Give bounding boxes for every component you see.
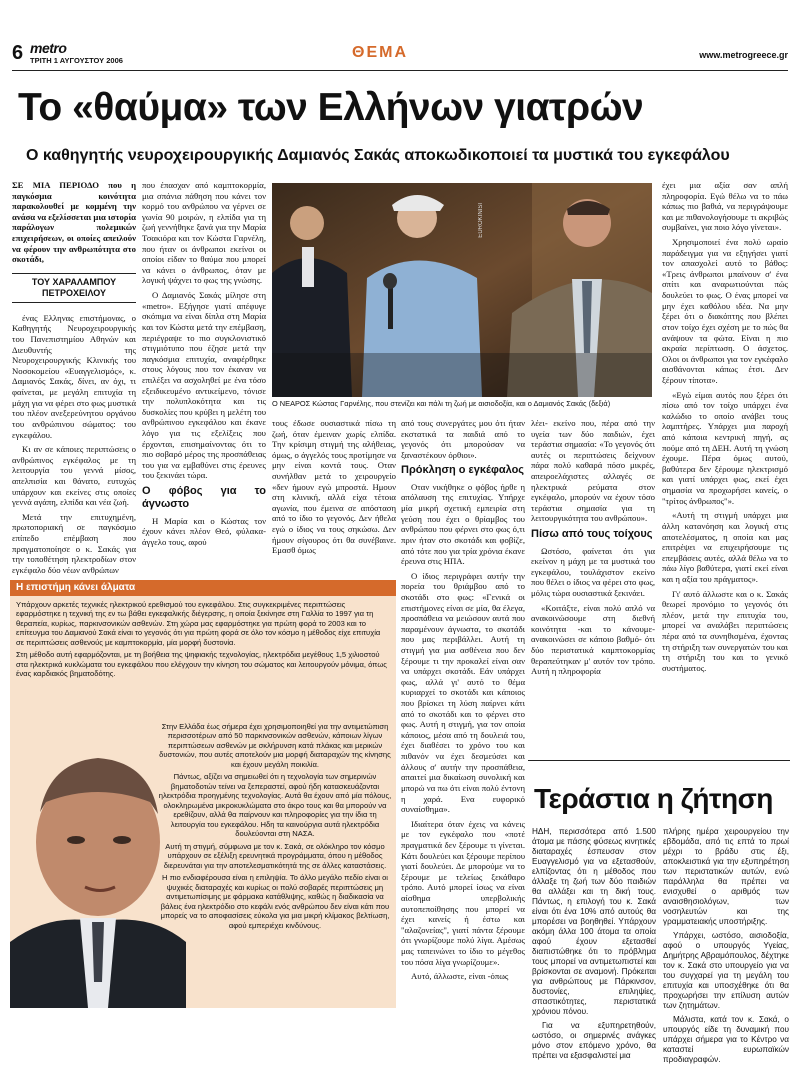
column-4 — [401, 418, 525, 1073]
demand-col-a — [532, 827, 656, 1060]
article-paragraph: έχει μια αξία σαν απλή πληροφορία. Εγώ θέλω να το πάω κάπως πιο βαθιά, να περιγράψουμε και με πιθανολογήσουμε τι ακριβώς συμβαίνει, για ποιο λόγο γίνεται». — [662, 180, 788, 233]
demand-box-title: Τεράστια η ζήτηση — [534, 783, 773, 814]
demand-paragraph: Υπάρχει, ωστόσο, αισιοδοξία, αφού ο υπουργός Υγείας, Δημήτρης Αβραμόπουλος, δέχτηκε τον κ. Σακά στο υπουργείο για να του συγχαρεί για τη μεγάλη του επιτυχία και υποσχέθηκε ότι θα προχωρήσει την επίλυση αυτών των ζητημάτων. — [663, 931, 789, 1010]
headline: Το «θαύμα» των Ελλήνων γιατρών — [18, 86, 644, 129]
article-paragraph: λέει- εκείνο που, πέρα από την υγεία των δύο παιδιών, έχει τεράστια σημασία: «Το γεγονός ότι αυτές οι περιπτώσεις δείχνουν πάρα πολύ καθαρά πόσο μικρές, απειροελάχιστες αλλαγές σε ηλεκτρικά ρεύματα στον εγκέφαλο, μπορούν να έχουν τόσο τεράστια σημασία για τη λειτουργικότητα του ανθρώπου». — [531, 418, 655, 524]
subheading: Πρόκληση ο εγκέφαλος — [401, 464, 525, 477]
subheading: Πίσω από τους τοίχους — [531, 528, 653, 541]
sidebar-bullet: Πάντως, αξίζει να σημειωθεί ότι η τεχνολογία των σημερινών βηματοδοτών τείνει να ξεπεραστεί, αφού ήδη κατασκευάζονται ηλεκτρόδια προηγμένης τεχνολογίας. Αυτά θα έχουν από μία πόλους, ολοκληρωμένα μικροκυκλώματα στο άκρο τους και θα μπορούν να ερεθίζουν, αλλά θα παίρνουν και πληροφορίες για την ίδια τη λειτουργία του εγκεφάλου. Ηδη τα καινούργια αυτά ηλεκτρόδια δουλεύονται στη ΝΑΣΑ. — [158, 772, 392, 839]
article-paragraph: που έπασχαν από καμπτοκορμία, μια σπάνια πάθηση που κάνει τον κορμό του ανθρώπου να γέρνει σε γωνία 90 μοιρών, η ελπίδα για τη ζωή γεννήθηκε ξανά για την Μαρία Τσακιόρα και τον Κώστα Γαρνέλη, που ήταν οι άνθρωποι εκείνοι οι οποίοι είδαν το θαύμα που μπορεί να κάνει ο άνθρωπος, όταν με λογική ψάχνει το φως της γνώσης. — [142, 180, 266, 286]
column-1 — [12, 180, 136, 580]
column-6 — [662, 180, 788, 760]
article-paragraph: «Κοιτάξτε, είναι πολύ απλό να ανακοινώσουμε στη διεθνή κοινότητα -και το κάνουμε- ανακοινώσει σε κάποιο βαθμό- ότι δύο περιστατικά καμπτοκορμίας θεραπεύτηκαν μ' αυτόν τον τρόπο. Αυτή η πληροφορία — [531, 602, 655, 677]
article-paragraph: Γι' αυτό άλλωστε και ο κ. Σακάς θεωρεί προνόμιο το γεγονός ότι πλέον, μετά την επιτυχία του, μπορεί να αναλάβει περιπτώσεις πέρα από τα συνηθισμένα, έχοντας τη στήριξη των συνεργατών του και τη στήριξη του και το γενικό συστήματος. — [662, 588, 788, 673]
sidebar-right-text — [156, 722, 394, 933]
demand-col-b — [663, 827, 789, 1064]
demand-paragraph: πλήρης ημέρα χειρουργείου την εβδομάδα, από τις επτά το πρωί μέχρι το βράδυ στις έξι, αποκλειστικά για την εξυπηρέτηση των περιστατικών αυτών, ενώ παράλληλα θα πρέπει να ενισχυθεί ο αριθμός των αναισθησιολόγων, των νοσηλευτών και της γραμματειακής υποστήριξης. — [663, 827, 789, 926]
subheadline: Ο καθηγητής νευροχειρουργικής Δαμιανός Σακάς αποκωδικοποιεί τα μυστικά του εγκεφάλου — [26, 147, 730, 164]
article-paragraph: Οταν νικήθηκε ο φόβος ήρθε η απόλαυση της επιτυχίας. Υπήρχε μία μικρή σχετική εμπειρία στη γεύση που έχει ο θρίαμβος του ανθρώπου που φέρνει στο φως ό,τι πριν ήταν στο σκοτάδι και φοβίζε, από τότε που για τρία χρόνια έκανε έρευνα στις ΗΠΑ. — [401, 481, 525, 567]
photo-illustration — [272, 183, 652, 397]
sidebar-box — [10, 580, 396, 1008]
demand-paragraph: ΗΔΗ, περισσότερα από 1.500 άτομα με πάσης φύσεως κινητικές διαταραχές έσπευσαν στον Ευαγγελισμό για να εξετασθούν, ελπίζοντας ότι η μέθοδος που άλλαξε τη ζωή των δύο παιδιών θα αλλάξει και τη δική τους. Πάντως, η επιλογή του κ. Σακά είναι ότι ένα 10% από αυτούς θα μπορέσει να βοηθηθεί. Υπάρχουν ακόμη άλλα 100 άτομα τα οποία αφού έχουν εξετασθεί διαπιστώθηκε ότι το πρόβλημα τους μπορεί να αντιμετωπιστεί και βρίσκονται σε αναμονή. Πρόκειται για ανθρώπους με Πάρκινσον, δυστονίες, επιληψίες, σπαστικότητες, περιστατικά χρόνιου πόνου. — [532, 827, 656, 1016]
sidebar-bullet: Υπάρχουν αρκετές τεχνικές ηλεκτρικού ερεθισμού του εγκεφάλου. Στις συγκεκριμένες περιπτώσεις εφαρμόστηκε η τεχνική της εν τω βάθει εγκεφαλικής διέγερσης, η οποία ξεκίνησε στη Γαλλία το 1997 για τη θεραπεία, κυρίως, παρκινσονικών ασθενών. Στη χώρα μας εφαρμόστηκε για πρώτη φορά το 2003 και το επίτευγμα του Δαμιανού Σακά είναι το γεγονός ότι για πρώτη φορά σε όλο τον κόσμο η μέθοδος είχε επιτυχία σε περιπτώσεις ασθενούς με καμπτοκορμία, μία μορφή δυστονία. — [16, 600, 381, 647]
article-paragraph: ένας Ελληνας επιστήμονας, ο Καθηγητής Νευροχειρουργικής του Πανεπιστημίου Αθηνών και Διευθυντής της Νευροχειρουργικής Κλινικής του Νοσοκομείου «Ευαγγελισμός», κ. Δαμιανός Σακάς, δίνει, αν όχι, τι φαίνεται, με μεγάλη επιτυχία τη μάχη για να φέρει στο φως μυστικά του πλέον ανεξερεύνητου οργάνου του ανθρώπινου σώματος: του εγκεφάλου. — [12, 312, 136, 440]
article-paragraph: Ωστόσο, φαίνεται ότι για εκείνον η μάχη με τα μυστικά του εγκεφάλου, τουλάχιστον εκείνο που θέλει ο ίδιος να φέρει στο φως, μόλις τώρα ουσιαστικά ξεκινάει. — [531, 545, 655, 598]
sidebar-top-text — [16, 600, 390, 682]
section-label: ΘΕΜΑ — [352, 44, 408, 61]
article-paragraph: «Αυτή τη στιγμή υπάρχει μια άλλη κατανόηση και λογική στις αποτελέσματος, η οποία και μας επιτρέψει να επιχειρήσουμε τις επεμβάσεις αυτές, αλλά θέλω να το πάω λίγο βαθύτερα, γιατί εκεί είναι και η αξία του πράγματος». — [662, 510, 788, 584]
demand-paragraph: Για να εξυπηρετηθούν, ωστόσο, οι σημερινές ανάγκες μόνο στον επόμενο χρόνο, θα πρέπει να εξασφαλιστεί μια — [532, 1021, 656, 1060]
photo-credit: EUROKINISI — [478, 203, 484, 238]
lead-paragraph: ΣΕ ΜΙΑ ΠΕΡΙΟΔΟ που η παγκόσμια κοινότητα παρακολουθεί με κομμένη την ανάσα να εξελίσσεται μια ιστορία παράλογων πολεμικών επιχειρήσεων, οι οποίες απειλούν να φέρουν την ανθρωπότητα στο σκοτάδι, — [12, 180, 136, 265]
subheading: Ο φόβος για το άγνωστο — [142, 485, 266, 511]
page-number: 6 — [12, 42, 24, 64]
sidebar-bullet: Στη μέθοδο αυτή εφαρμόζονται, με τη βοήθεια της ψηφιακής τεχνολογίας, ηλεκτρόδια μεγέθους 1,5 χιλιοστού στα ηλεκτρικά κυκλώματα του εγκεφάλου που ελέγχουν την κίνηση του σώματος και λειτουργούν μόνιμα, όπως ένας καρδιακός βηματοδότης. — [16, 650, 387, 679]
top-photo — [272, 183, 652, 397]
article-paragraph: Μετά την επιτυχημένη, πρωτοποριακή σε παγκόσμιο επίπεδο επέμβαση που πραγματοποίησε ο κ. Σακάς για την τοποθέτηση ηλεκτροδίων στον εγκέφαλο δύο νέων ανθρώπων — [12, 511, 136, 575]
demand-box — [528, 760, 790, 1064]
column-5 — [531, 418, 655, 758]
column-2 — [142, 180, 266, 580]
header-rule — [12, 70, 788, 71]
article-paragraph: από τους συνεργάτες μου ότι ήταν εκστατικά τα παιδιά από το γεγονός ότι μπορούσαν να ξαναστέκουν όρθιοι». — [401, 418, 525, 460]
brand-logo: metro — [30, 40, 67, 56]
demand-paragraph: Μάλιστα, κατά τον κ. Σακά, ο υπουργός είδε τη δυναμική που υπάρχει σήμερα για το Κέντρο να καταστεί ευρωπαϊκών προδιαγραφών. — [663, 1015, 789, 1064]
article-paragraph: Ιδιαίτερα όταν έχεις να κάνεις με τον εγκέφαλο που «ποτέ πραγματικά δεν ξέρουμε τι γίνεται. Κάτι δουλεύει και ξέρουμε περίπου γιατί δουλεύει. Δε μπορούμε να το ξέρουμε με τελείως ξεκάθαρο τρόπο. Αυτό μπορεί ίσως να είναι αίσθημα υπερβολικής αυτοπεποίθησης που μπορεί να έχει κανείς ή έστω και "αλαζονείας", γιατί πάντα ξέρουμε ότι γνωρίζουμε πολύ λίγα. Αμέσως μας ταπεινώνει το ίδιο το μέγεθος του πόσα λίγα γνωρίζουμε». — [401, 818, 525, 967]
article-paragraph: Η Μαρία και ο Κώστας τον έχουν κάνει πλέον Θεό, φύλακα-άγγελο τους, αφού — [142, 515, 266, 548]
article-paragraph: τους έδωσε ουσιαστικά πίσω τη ζωή, όταν έμειναν χωρίς ελπίδα. Την κρίσιμη στιγμή της αλήθειας, όμως, ο άγγελός τους προτίμησε να μην είναι κοντά τους. Οταν συνήλθαν μετά το χειρουργείο «δεν ήμουν εγώ μπροστά. Ημουν στη κλινική, αλλά είχα τέτοια αγωνία, που έμεινα σε απόσταση από το ίδιο το γεγονός. Δεν ήθελα εγώ ο ίδιος να τους σηκώσω. Δεν ήμουν σίγουρος ότι θα συνέβαινε. Εμασθ όμως — [272, 418, 396, 556]
issue-date: ΤΡΙΤΗ 1 ΑΥΓΟΥΣΤΟΥ 2006 — [30, 56, 123, 65]
sidebar-bullet: Αυτή τη στιγμή, σύμφωνα με τον κ. Σακά, σε ολόκληρο τον κόσμο υπάρχουν σε εξέλιξη ερευνητικά προγράμματα, όπου η μέθοδος διερευνάται για την αποτελεσματικότητά της σε άλλες καταστάσεις. — [163, 841, 387, 870]
sidebar-title: Η επιστήμη κάνει άλματα — [10, 580, 396, 596]
article-paragraph: Χρησιμοποιεί ένα πολύ ωραίο παράδειγμα για να εξηγήσει γιατί τον απασχολεί αυτό το βάθος: «Τρεις άνθρωποι μπαίνουν σ' ένα σπίτι και αναρωτιούνται πώς δουλεύει το φως. Ο ένας μπορεί να μην έχει καθόλου ιδέα. Να μην ξέρει ότι ο διακόπτης που βλέπει στον τοίχο έχει σχέση με το πώς θα ανάψουν τα φώτα. Είναι η πιο ακραία περίπτωση. Ο άσχετος. Ολοι οι άνθρωποι για τον εγκέφαλο αισθάνονται κάπως έτσι. Δεν ξέρουν τίποτα». — [662, 237, 788, 385]
article-paragraph: Ο Δαμιανός Σακάς μίλησε στη «metro». Εξήγησε γιατί απέφυγε σκόπιμα να είναι δίπλα στη Μαρία και τον Κώστα μετά την επέμβαση, περιέγραψε το πιο συγκλονιστικό στιγμιότυπο που έζησε μετά την παγκόσμια επιτυχία, αναφέρθηκε στους λόγους που τον έκαναν να επιλέξει να ασχοληθεί με ένα τόσο εξειδικευμένο αντικείμενο, τόνισε την πολυπλοκότητα και τις δυσκολίες που κρύβει η μελέτη του ανθρώπινου εγκεφάλου και έκανε λόγο για τις εξελίξεις που έρχονται, επισημαίνοντας ότι το πιο σοβαρό μέρος της προσπάθειας του για να εμβαθύνει στις έρευνες του ξεκινάει τώρα. — [142, 290, 266, 481]
column-3 — [272, 418, 396, 588]
website-url: www.metrogreece.gr — [699, 50, 788, 60]
page-header — [12, 42, 788, 68]
byline: ΤΟΥ ΧΑΡΑΛΑΜΠΟΥ ΠΕΤΡΟΧΕΙΛΟΥ — [12, 273, 136, 303]
sidebar-bullet: Η πιο ενδιαφέρουσα είναι η επιληψία. Το άλλο μεγάλο πεδίο είναι οι ψυχικές διαταραχές και κυρίως οι πολύ σοβαρές περιπτώσεις μη αντιμετωπίσιμης με φάρμακα κατάθλιψης, καθώς η διαδικασία να βάλεις ένα ηλεκτρόδιο στο κεφάλι ενός ανθρώπου δεν είναι κάτι που μπορείς να το αποφασίσεις εύκολα για μια μικρή κλίμακος βελτίωση, αφού εμπεριέχει κινδύνους. — [160, 873, 390, 930]
sidebar-bullet: Στην Ελλάδα έως σήμερα έχει χρησιμοποιηθεί για την αντιμετώπιση περισσοτέρων από 50 παρκινσονικών ασθενών, κάποιων λίγων περιπτώσεων ασθενών με σκλήρυνση κατά πλάκας και μερικών δυστονιών, που αυτές αποτελούν μια μορφή διαταραχών της κίνησης και έχουν μεγάλη ποικιλία. — [159, 722, 391, 769]
article-paragraph: Αυτό, άλλωστε, είναι -όπως — [411, 971, 509, 982]
article-paragraph: «Εγώ είμαι αυτός που ξέρει ότι πίσω από τον τοίχο υπάρχει ένα καλώδιο το οποίο ανάβει τους λαμπτήρες. Υπάρχει μια παροχή από κάποια κεντρική πηγή, ας πούμε από τη ΔΕΗ. Αυτή τη γνώση έχουμε. Πέρα όμως αυτού, βαθύτερα δεν ξέρουμε ηλεκτρισμό και γιατί υπάρχει φως, εκεί έχει σημασία να προχωρήσει κανείς, ο "τρίτος άνθρωπος"». — [662, 389, 788, 506]
article-paragraph: Κι αν σε κάποιες περιπτώσεις ο ανθρώπινος εγκέφαλος με τη λειτουργία του γεννά μίσος, απελπισία και θάνατο, ευτυχώς υπάρχουν και εκείνες στις οποίες γεννά αγάπη, ελπίδα και νέα ζωή. — [12, 444, 136, 508]
photo-caption: Ο ΝΕΑΡΟΣ Κώστας Γαρνέλης, που στενίζει και πάλι τη ζωή με αισιοδοξία, και ο Δαμιανός Σακάς (δεξιά) — [272, 399, 611, 408]
article-paragraph: Ο ίδιος περιγράφει αυτήν την πορεία του θριάμβου από το σκοτάδι στο φως: «Γενικά οι επιστήμονες είναι σε μία, θα έλεγα, προσπάθεια να μειώσουν αυτά που παραμένουν άγνωστα, το σκοτάδι που μας περιβάλλει. Αυτή τη στιγμή για μια ασθένεια που δεν ξέρουμε τι την προκαλεί είναι σαν να υπάρχει σκοτάδι. Εάν υπάρχει φως, αλλά γι' αυτό το θέμα κυριαρχεί το σκοτάδι και κάποιος που βρίσκει τη λύση παίρνει κάτι από το σκοτάδι και το φέρνει στο φως. Αυτή η στιγμή, για τον οποία κάποιος, μέσα από τη δουλειά του, έχει διαθέσει το χρόνο του και πιθανόν να έχει δεσμεύσει και άλλους σ' αυτήν την προσπάθεια, απαιτεί μια δικαίωση συνολική και μπορώ να πω ότι είναι πολύ έντονη η χαρά. Ενα ευφορικό συναίσθημα». — [401, 570, 525, 815]
